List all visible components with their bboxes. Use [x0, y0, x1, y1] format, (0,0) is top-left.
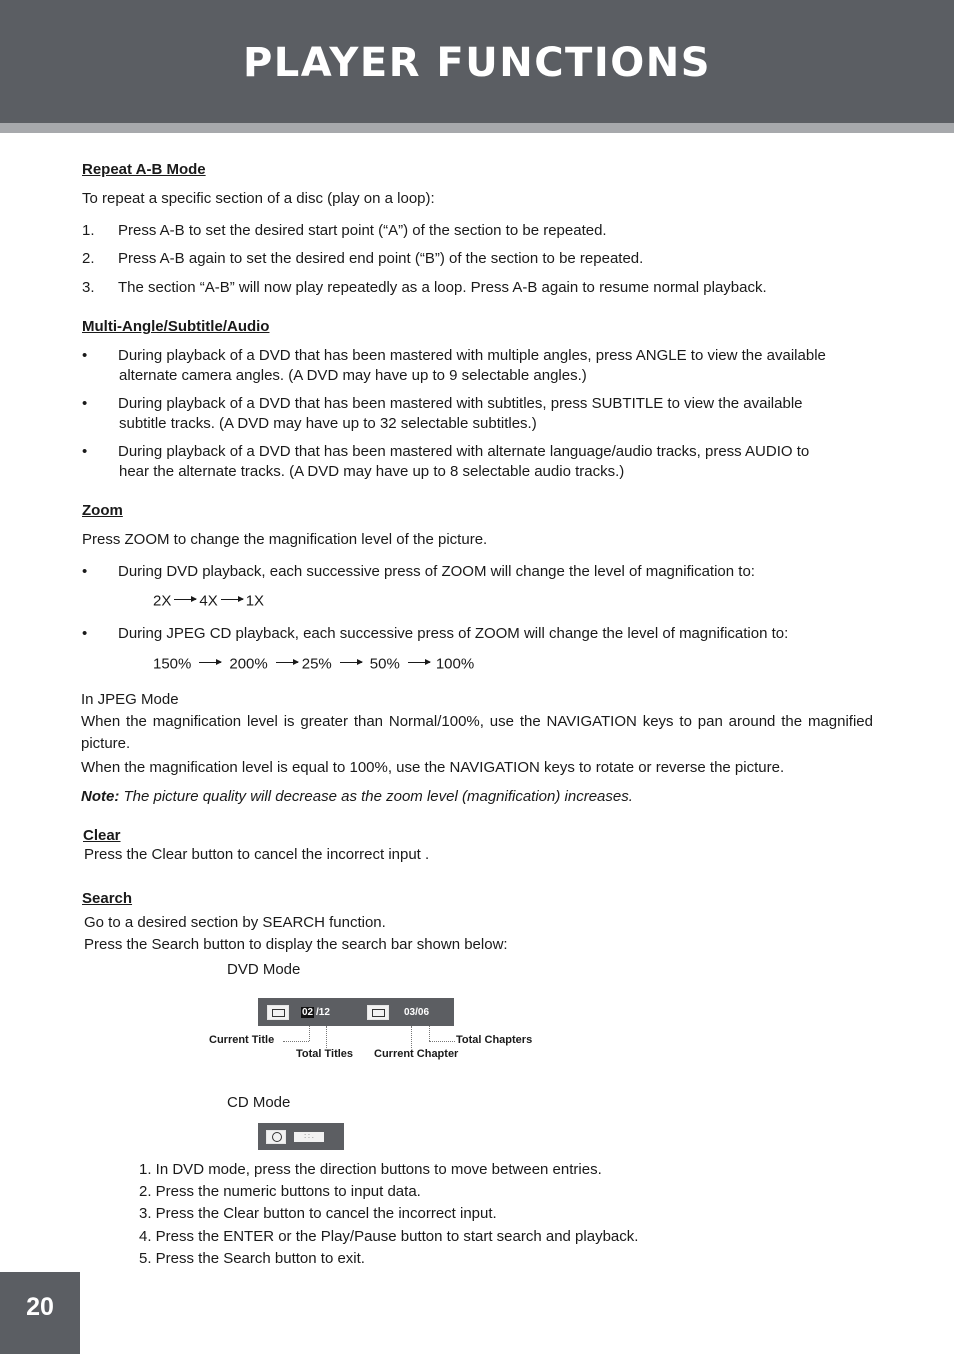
zoom-level: 150%: [153, 655, 192, 673]
jpeg-mode-label: In JPEG Mode: [81, 691, 179, 708]
multi-item-line: During playback of a DVD that has been mastered with alternate language/audio tracks, press AUDIO to: [118, 443, 810, 460]
repeat-step-text: Press A-B again to set the desired end point (“B”) of the section to be repeated.: [118, 250, 644, 267]
repeat-step-text: The section “A-B” will now play repeatedly as a loop. Press A-B again to resume normal playback.: [118, 279, 767, 296]
search-step: 1. In DVD mode, press the direction buttons to move between entries.: [139, 1161, 602, 1178]
multi-item-line: During playback of a DVD that has been mastered with subtitles, press SUBTITLE to view the available: [118, 395, 803, 412]
zoom-para-rotate: When the magnification level is equal to 100%, use the NAVIGATION keys to rotate or reverse the picture.: [81, 759, 785, 776]
search-step: 5. Press the Search button to exit.: [139, 1250, 365, 1267]
dvd-mode-label: DVD Mode: [227, 961, 301, 978]
chapter-icon: [367, 1005, 389, 1020]
cd-search-bar: [258, 1123, 344, 1150]
zoom-level: 2X: [153, 592, 172, 610]
chapter-field[interactable]: 03/06: [404, 1007, 430, 1018]
zoom-level: 1X: [245, 592, 265, 610]
repeat-intro: To repeat a specific section of a disc (play on a loop):: [82, 190, 435, 207]
dvd-search-bar: [258, 998, 454, 1026]
page-number: 20: [26, 1293, 54, 1321]
arrow-right-icon: [340, 662, 362, 663]
multi-item-line: alternate camera angles. (A DVD may have up to 9 selectable angles.): [119, 367, 587, 384]
search-heading: Search: [82, 890, 133, 907]
total-titles-value: /12: [316, 1007, 330, 1018]
clear-text: Press the Clear button to cancel the incorrect input .: [84, 846, 430, 863]
zoom-para-pan: When the magnification level is greater than Normal/100%, use the NAVIGATION keys to pan around the magnified picture.: [81, 713, 873, 752]
leader-line: [429, 1026, 430, 1041]
repeat-heading: Repeat A-B Mode: [82, 161, 206, 178]
multi-item-line: hear the alternate tracks. (A DVD may have up to 8 selectable audio tracks.): [119, 463, 625, 480]
label-current-chapter: Current Chapter: [374, 1048, 459, 1060]
page-title: PLAYER FUNCTIONS: [242, 40, 712, 86]
note-label: Note:: [81, 788, 120, 805]
zoom-level: 25%: [301, 655, 332, 673]
arrow-right-icon: [199, 662, 221, 663]
arrow-right-icon: [408, 662, 430, 663]
cd-mode-label: CD Mode: [227, 1094, 291, 1111]
zoom-intro: Press ZOOM to change the magnification level of the picture.: [82, 531, 488, 548]
repeat-step-num: 3.: [82, 279, 95, 296]
multi-item-line: subtitle tracks. (A DVD may have up to 32 selectable subtitles.): [119, 415, 537, 432]
label-current-title: Current Title: [209, 1034, 275, 1046]
leader-line: [283, 1041, 309, 1042]
leader-line: [326, 1026, 327, 1048]
zoom-jpeg-text: During JPEG CD playback, each successive press of ZOOM will change the level of magnification to:: [118, 625, 789, 642]
zoom-level: 50%: [369, 655, 400, 673]
bullet: •: [82, 395, 88, 412]
leader-line: [411, 1026, 412, 1048]
current-title-field[interactable]: 02: [302, 1007, 314, 1018]
zoom-heading: Zoom: [82, 502, 123, 519]
repeat-step-num: 2.: [82, 250, 95, 267]
zoom-jpeg-sequence: [153, 654, 474, 674]
search-step: 2. Press the numeric buttons to input data.: [139, 1183, 421, 1200]
search-line1: Go to a desired section by SEARCH function.: [84, 914, 386, 931]
multi-heading: Multi-Angle/Subtitle/Audio: [82, 318, 270, 335]
repeat-step-num: 1.: [82, 222, 95, 239]
clear-heading: Clear: [83, 827, 121, 844]
bullet: •: [82, 563, 88, 580]
bullet: •: [82, 443, 88, 460]
search-step: 3. Press the Clear button to cancel the incorrect input.: [139, 1205, 497, 1222]
label-total-chapters: Total Chapters: [456, 1034, 533, 1046]
note-text: The picture quality will decrease as the zoom level (magnification) increases.: [119, 788, 633, 805]
zoom-level: 100%: [435, 655, 475, 673]
disc-icon: [266, 1130, 286, 1144]
leader-line: [309, 1026, 310, 1041]
zoom-dvd-text: During DVD playback, each successive press of ZOOM will change the level of magnification to:: [118, 563, 755, 580]
arrow-right-icon: [221, 599, 243, 600]
leader-line: [429, 1041, 455, 1042]
arrow-right-icon: [276, 662, 298, 663]
cd-time-field[interactable]: : : .: [294, 1132, 324, 1142]
search-line2: Press the Search button to display the search bar shown below:: [84, 936, 508, 953]
bullet: •: [82, 625, 88, 642]
label-total-titles: Total Titles: [296, 1048, 354, 1060]
zoom-dvd-sequence: [153, 591, 264, 611]
header-stripe: [0, 123, 954, 133]
title-icon: [267, 1005, 289, 1020]
arrow-right-icon: [174, 599, 196, 600]
bullet: •: [82, 347, 88, 364]
repeat-step-text: Press A-B to set the desired start point (“A”) of the section to be repeated.: [118, 222, 607, 239]
zoom-level: 200%: [229, 655, 268, 673]
zoom-level: 4X: [199, 592, 218, 610]
search-step: 4. Press the ENTER or the Play/Pause button to start search and playback.: [139, 1228, 639, 1245]
multi-item-line: During playback of a DVD that has been mastered with multiple angles, press ANGLE to view the available: [118, 347, 826, 364]
zoom-note: [81, 787, 633, 806]
